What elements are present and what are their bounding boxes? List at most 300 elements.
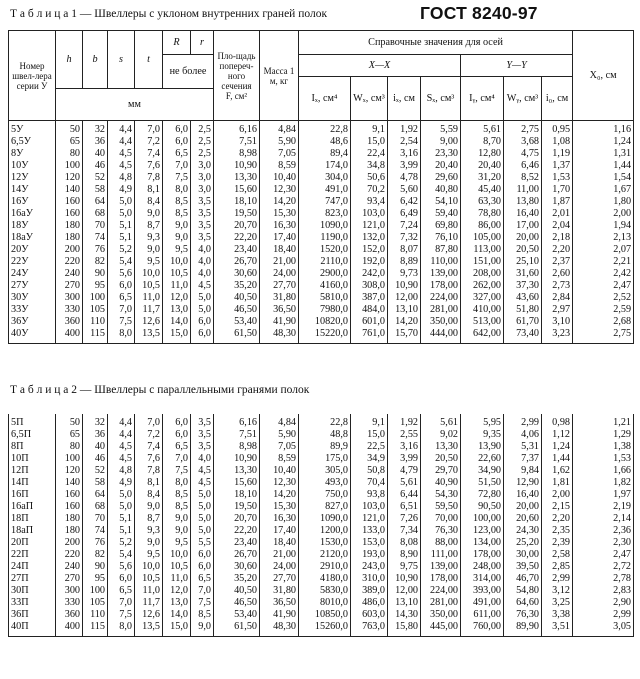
table-cell: 15260,0 xyxy=(299,621,351,637)
table-cell: 78,80 xyxy=(461,208,504,220)
table-cell: 63,30 xyxy=(461,196,504,208)
table-cell: 9,0 xyxy=(135,537,163,549)
table-cell: 15,60 xyxy=(214,477,260,489)
row-designation: 18аП xyxy=(9,525,56,537)
table-cell: 121,0 xyxy=(351,513,388,525)
table-row xyxy=(9,489,634,501)
table-cell: 26,70 xyxy=(214,549,260,561)
table-cell: 5,1 xyxy=(108,220,135,232)
table-cell: 7,6 xyxy=(135,453,163,465)
row-designation: 14П xyxy=(9,477,56,489)
table-cell: 2,14 xyxy=(573,513,634,525)
table-cell: 1,44 xyxy=(573,160,634,172)
table-cell: 8,5 xyxy=(163,196,191,208)
table-cell: 5830,0 xyxy=(299,585,351,597)
table-cell: 3,5 xyxy=(191,220,214,232)
table-cell: 46,50 xyxy=(214,597,260,609)
table-cell: 3,5 xyxy=(191,208,214,220)
table-cell: 178,00 xyxy=(461,549,504,561)
table-cell: 763,0 xyxy=(351,621,388,637)
table-row xyxy=(9,429,634,441)
table-cell: 15,80 xyxy=(388,621,421,637)
table-cell: 9,75 xyxy=(388,561,421,573)
table-cell: 1,87 xyxy=(542,196,573,208)
table-cell: 74 xyxy=(83,232,108,244)
table-cell: 9,5 xyxy=(163,244,191,256)
table-cell: 76 xyxy=(83,244,108,256)
table-cell: 5,4 xyxy=(108,256,135,268)
table-cell: 8,7 xyxy=(135,220,163,232)
table-cell: 65 xyxy=(56,429,83,441)
table-cell: 16,40 xyxy=(504,208,542,220)
table-cell: 7,5 xyxy=(163,465,191,477)
table-cell: 41,90 xyxy=(260,609,299,621)
table-cell: 2,58 xyxy=(542,549,573,561)
table-cell: 8,0 xyxy=(108,328,135,344)
table-cell: 10,40 xyxy=(260,465,299,477)
table-cell: 50,6 xyxy=(351,172,388,184)
table-cell: 2,99 xyxy=(542,573,573,585)
row-designation: 40П xyxy=(9,621,56,637)
table-cell: 12,6 xyxy=(135,609,163,621)
table-cell: 1,67 xyxy=(573,184,634,196)
table-cell: 76 xyxy=(83,537,108,549)
table-cell: 20,60 xyxy=(504,513,542,525)
table-cell: 3,16 xyxy=(388,148,421,160)
table-cell: 5,0 xyxy=(191,304,214,316)
table-cell: 20,40 xyxy=(461,160,504,172)
table-cell: 750,0 xyxy=(299,489,351,501)
table-cell: 0,98 xyxy=(542,414,573,429)
table-cell: 13,90 xyxy=(461,441,504,453)
table-cell: 123,00 xyxy=(461,525,504,537)
table-cell: 220 xyxy=(56,256,83,268)
table-cell: 10,0 xyxy=(163,256,191,268)
table-cell: 54,80 xyxy=(504,585,542,597)
table-cell: 7,0 xyxy=(135,121,163,137)
table-cell: 2,04 xyxy=(542,220,573,232)
table-cell: 642,00 xyxy=(461,328,504,344)
table-cell: 12,80 xyxy=(461,148,504,160)
table-cell: 46,70 xyxy=(504,573,542,585)
table-cell: 110 xyxy=(83,609,108,621)
table-cell: 14,30 xyxy=(388,609,421,621)
table-cell: 5,0 xyxy=(191,525,214,537)
table-cell: 1,94 xyxy=(573,220,634,232)
table-cell: 2,55 xyxy=(388,429,421,441)
table-cell: 5,0 xyxy=(108,489,135,501)
table-cell: 240 xyxy=(56,561,83,573)
table-cell: 4,78 xyxy=(388,172,421,184)
header-not-more: не более xyxy=(163,55,214,89)
table-cell: 1,54 xyxy=(573,172,634,184)
table1-title: Т а б л и ц а 1 — Швеллеры с уклоном внутренних граней полок xyxy=(10,8,328,20)
table-cell: 48,30 xyxy=(260,328,299,344)
table-row xyxy=(9,453,634,465)
table-cell: 61,50 xyxy=(214,328,260,344)
table-cell: 8,5 xyxy=(163,489,191,501)
table-cell: 603,0 xyxy=(351,609,388,621)
table-cell: 12,0 xyxy=(163,292,191,304)
table-cell: 8,89 xyxy=(388,256,421,268)
table-cell: 5,2 xyxy=(108,537,135,549)
row-designation: 16аУ xyxy=(9,208,56,220)
table-cell: 5,5 xyxy=(191,537,214,549)
table-cell: 12,00 xyxy=(388,585,421,597)
table-cell: 6,44 xyxy=(388,489,421,501)
table-cell: 200 xyxy=(56,244,83,256)
table-cell: 1,80 xyxy=(573,196,634,208)
table-cell: 1,16 xyxy=(573,121,634,137)
table-cell: 7,26 xyxy=(388,513,421,525)
table-cell: 308,0 xyxy=(351,280,388,292)
table-cell: 4,5 xyxy=(191,477,214,489)
table-cell: 59,50 xyxy=(421,501,461,513)
table-cell: 52 xyxy=(83,465,108,477)
table-cell: 22,8 xyxy=(299,121,351,137)
table-cell: 2,5 xyxy=(191,121,214,137)
table-cell: 601,0 xyxy=(351,316,388,328)
table-cell: 40 xyxy=(83,148,108,160)
table-cell: 7,0 xyxy=(108,304,135,316)
table-cell: 6,0 xyxy=(163,121,191,137)
table-cell: 9,84 xyxy=(504,465,542,477)
table-cell: 8,59 xyxy=(260,160,299,172)
table-cell: 9,5 xyxy=(135,256,163,268)
table-cell: 11,0 xyxy=(135,292,163,304)
table-cell: 3,99 xyxy=(388,160,421,172)
table-cell: 29,70 xyxy=(421,465,461,477)
table-row xyxy=(9,597,634,609)
table-cell: 823,0 xyxy=(299,208,351,220)
table-cell: 330 xyxy=(56,597,83,609)
table-cell: 11,7 xyxy=(135,597,163,609)
table-cell: 4,4 xyxy=(108,121,135,137)
row-designation: 5У xyxy=(9,121,56,137)
table-cell: 3,5 xyxy=(191,232,214,244)
header-axis-x: X—X xyxy=(299,55,461,77)
table-cell: 23,30 xyxy=(421,148,461,160)
table-cell: 93,8 xyxy=(351,489,388,501)
table-cell: 5,0 xyxy=(108,208,135,220)
table-cell: 19,50 xyxy=(214,208,260,220)
table-cell: 9,0 xyxy=(191,621,214,637)
table-cell: 24,00 xyxy=(260,268,299,280)
table-cell: 17,00 xyxy=(504,220,542,232)
table-cell: 10820,0 xyxy=(299,316,351,328)
table-cell: 175,0 xyxy=(299,453,351,465)
table-cell: 4,5 xyxy=(191,465,214,477)
table-cell: 70 xyxy=(83,513,108,525)
table-cell: 2,99 xyxy=(573,609,634,621)
table-cell: 4,8 xyxy=(108,465,135,477)
table-cell: 393,00 xyxy=(461,585,504,597)
table-cell: 180 xyxy=(56,525,83,537)
table-cell: 22,20 xyxy=(214,525,260,537)
table-cell: 16,40 xyxy=(504,489,542,501)
table-cell: 11,0 xyxy=(163,280,191,292)
table-cell: 76,30 xyxy=(504,609,542,621)
table-cell: 50 xyxy=(56,121,83,137)
table-cell: 82 xyxy=(83,256,108,268)
table-cell: 12,30 xyxy=(260,477,299,489)
table-cell: 82 xyxy=(83,549,108,561)
table-cell: 4160,0 xyxy=(299,280,351,292)
table-cell: 46 xyxy=(83,453,108,465)
table-cell: 1530,0 xyxy=(299,537,351,549)
header-b: b xyxy=(83,31,108,89)
table-cell: 90 xyxy=(83,268,108,280)
table-cell: 86,00 xyxy=(461,220,504,232)
table-cell: 93,4 xyxy=(351,196,388,208)
table-cell: 115 xyxy=(83,328,108,344)
header-mass: Масса 1 м, кг xyxy=(260,31,299,121)
table-cell: 314,00 xyxy=(461,573,504,585)
table-cell: 36 xyxy=(83,429,108,441)
table-cell: 9,35 xyxy=(461,429,504,441)
table-cell: 30,00 xyxy=(504,549,542,561)
table-cell: 760,00 xyxy=(461,621,504,637)
table-cell: 61,50 xyxy=(214,621,260,637)
table-cell: 50 xyxy=(56,414,83,429)
table-cell: 3,5 xyxy=(191,441,214,453)
table-cell: 3,16 xyxy=(388,441,421,453)
table-cell: 2,20 xyxy=(542,513,573,525)
table-cell: 105 xyxy=(83,597,108,609)
header-area xyxy=(214,31,260,121)
table-cell: 15,0 xyxy=(351,429,388,441)
table-cell: 13,80 xyxy=(504,196,542,208)
table-cell: 10,0 xyxy=(135,561,163,573)
table-cell: 7,0 xyxy=(191,585,214,597)
table-cell: 444,00 xyxy=(421,328,461,344)
table-cell: 64,60 xyxy=(504,597,542,609)
table-cell: 8,70 xyxy=(461,136,504,148)
table-cell: 6,0 xyxy=(163,414,191,429)
table-cell: 330 xyxy=(56,304,83,316)
table-cell: 1,92 xyxy=(388,414,421,429)
table-cell: 132,0 xyxy=(351,232,388,244)
table-cell: 4,5 xyxy=(108,441,135,453)
table-cell: 387,0 xyxy=(351,292,388,304)
table-cell: 72,80 xyxy=(461,489,504,501)
table-cell: 31,80 xyxy=(260,585,299,597)
table-cell: 15,30 xyxy=(260,208,299,220)
table-row xyxy=(9,172,634,184)
table-cell: 160 xyxy=(56,208,83,220)
table-cell: 12,6 xyxy=(135,316,163,328)
header-Iy: Iᵧ, см⁴ xyxy=(461,77,504,121)
table-cell: 389,0 xyxy=(351,585,388,597)
table-cell: 6,0 xyxy=(191,316,214,328)
table-cell: 6,0 xyxy=(108,573,135,585)
table-row xyxy=(9,256,634,268)
table-cell: 45,40 xyxy=(461,184,504,196)
table-cell: 5,0 xyxy=(108,196,135,208)
table2-body xyxy=(9,414,634,637)
table-cell: 43,60 xyxy=(504,292,542,304)
table-cell: 2,72 xyxy=(573,561,634,573)
table-cell: 2,75 xyxy=(504,121,542,137)
row-designation: 14У xyxy=(9,184,56,196)
table-cell: 180 xyxy=(56,232,83,244)
table-cell: 13,30 xyxy=(214,465,260,477)
table-cell: 40,90 xyxy=(421,477,461,489)
table-row xyxy=(9,585,634,597)
table-cell: 491,0 xyxy=(299,184,351,196)
table-cell: 1,97 xyxy=(573,489,634,501)
table-cell: 65 xyxy=(56,136,83,148)
table-cell: 8,7 xyxy=(135,513,163,525)
table-cell: 103,0 xyxy=(351,501,388,513)
table-cell: 59,40 xyxy=(421,208,461,220)
table-cell: 14,20 xyxy=(260,196,299,208)
table-cell: 15,70 xyxy=(388,328,421,344)
table-cell: 5,1 xyxy=(108,232,135,244)
table-cell: 22,5 xyxy=(351,441,388,453)
table-cell: 7,34 xyxy=(388,525,421,537)
table-cell: 7,37 xyxy=(504,453,542,465)
table-cell: 2120,0 xyxy=(299,549,351,561)
table-cell: 34,8 xyxy=(351,160,388,172)
table-row xyxy=(9,316,634,328)
table-cell: 281,00 xyxy=(421,304,461,316)
table-cell: 51,80 xyxy=(504,304,542,316)
table-cell: 111,00 xyxy=(421,549,461,561)
table-cell: 3,10 xyxy=(542,316,573,328)
table-cell: 4,9 xyxy=(108,184,135,196)
table-cell: 1,24 xyxy=(542,441,573,453)
row-designation: 30П xyxy=(9,585,56,597)
table-cell: 64 xyxy=(83,489,108,501)
table-cell: 11,00 xyxy=(504,184,542,196)
table-cell: 300 xyxy=(56,292,83,304)
table-cell: 70 xyxy=(83,220,108,232)
table-cell: 243,0 xyxy=(351,561,388,573)
table-cell: 1,66 xyxy=(573,465,634,477)
header-R: R xyxy=(163,31,191,55)
row-designation: 16П xyxy=(9,489,56,501)
table-cell: 270 xyxy=(56,573,83,585)
row-designation: 27У xyxy=(9,280,56,292)
table-cell: 8,59 xyxy=(260,453,299,465)
table-row xyxy=(9,414,634,429)
table-cell: 7,32 xyxy=(388,232,421,244)
table-cell: 6,5 xyxy=(108,292,135,304)
table-cell: 113,00 xyxy=(461,244,504,256)
table-cell: 2,78 xyxy=(573,573,634,585)
row-designation: 24П xyxy=(9,561,56,573)
table-cell: 153,0 xyxy=(351,537,388,549)
table-cell: 7,8 xyxy=(135,465,163,477)
table-cell: 13,0 xyxy=(163,597,191,609)
table-cell: 3,38 xyxy=(542,609,573,621)
table-cell: 2,75 xyxy=(573,328,634,344)
table-cell: 262,00 xyxy=(461,280,504,292)
table-cell: 48,30 xyxy=(260,621,299,637)
table-cell: 22,8 xyxy=(299,414,351,429)
table-cell: 100 xyxy=(56,160,83,172)
table-cell: 350,00 xyxy=(421,316,461,328)
table-cell: 6,5 xyxy=(108,585,135,597)
table-cell: 6,5 xyxy=(191,573,214,585)
row-designation: 36У xyxy=(9,316,56,328)
table-cell: 100 xyxy=(83,585,108,597)
table-row xyxy=(9,304,634,316)
table-cell: 160 xyxy=(56,196,83,208)
table-cell: 2,68 xyxy=(573,316,634,328)
table-cell: 64 xyxy=(83,196,108,208)
table-cell: 2900,0 xyxy=(299,268,351,280)
table-cell: 2,01 xyxy=(542,208,573,220)
table-cell: 9,0 xyxy=(135,501,163,513)
table-cell: 9,73 xyxy=(388,268,421,280)
table-cell: 139,00 xyxy=(421,561,461,573)
table-cell: 40,50 xyxy=(214,585,260,597)
table-cell: 36 xyxy=(83,136,108,148)
table-cell: 20,00 xyxy=(504,501,542,513)
table-cell: 7,5 xyxy=(108,609,135,621)
table-cell: 110 xyxy=(83,316,108,328)
table-cell: 6,0 xyxy=(191,549,214,561)
table-cell: 89,4 xyxy=(299,148,351,160)
table-cell: 80 xyxy=(56,148,83,160)
table-cell: 8,1 xyxy=(135,477,163,489)
table-cell: 5,1 xyxy=(108,513,135,525)
table-cell: 360 xyxy=(56,609,83,621)
table-cell: 10,5 xyxy=(135,573,163,585)
table-cell: 193,0 xyxy=(351,549,388,561)
table-cell: 20,50 xyxy=(504,244,542,256)
table-cell: 6,5 xyxy=(163,148,191,160)
table-row xyxy=(9,196,634,208)
table-cell: 5,60 xyxy=(388,184,421,196)
table-cell: 121,0 xyxy=(351,220,388,232)
gost-code: ГОСТ 8240-97 xyxy=(420,3,538,23)
table-row xyxy=(9,525,634,537)
table-cell: 6,0 xyxy=(108,280,135,292)
table-cell: 1,53 xyxy=(573,453,634,465)
table-cell: 52 xyxy=(83,172,108,184)
table-cell: 3,0 xyxy=(191,184,214,196)
table-cell: 152,0 xyxy=(351,244,388,256)
table-cell: 8,90 xyxy=(388,549,421,561)
table-cell: 304,0 xyxy=(299,172,351,184)
table-cell: 6,46 xyxy=(504,160,542,172)
table-cell: 70,00 xyxy=(421,513,461,525)
table-cell: 4,0 xyxy=(191,256,214,268)
table-cell: 7,05 xyxy=(260,148,299,160)
table-cell: 1520,0 xyxy=(299,244,351,256)
table-cell: 2,90 xyxy=(573,597,634,609)
row-designation: 24У xyxy=(9,268,56,280)
table-cell: 9,0 xyxy=(135,244,163,256)
table-cell: 410,00 xyxy=(461,304,504,316)
table-cell: 0,95 xyxy=(542,121,573,137)
table-cell: 4,8 xyxy=(108,172,135,184)
table-cell: 69,80 xyxy=(421,220,461,232)
table-cell: 3,5 xyxy=(191,196,214,208)
table2 xyxy=(8,414,634,637)
table-cell: 5,0 xyxy=(191,292,214,304)
table-cell: 4,4 xyxy=(108,429,135,441)
table-cell: 4,0 xyxy=(191,244,214,256)
row-designation: 6,5П xyxy=(9,429,56,441)
table-cell: 2,37 xyxy=(542,256,573,268)
table-cell: 29,60 xyxy=(421,172,461,184)
table-cell: 51,50 xyxy=(461,477,504,489)
table1-body xyxy=(9,121,634,344)
